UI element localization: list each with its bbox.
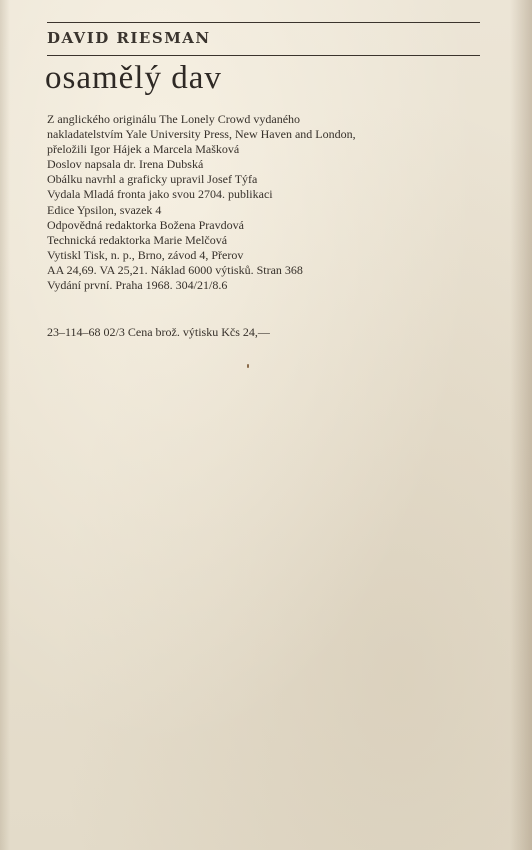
imprint-line: Vydání první. Praha 1968. 304/21/8.6 <box>47 278 228 293</box>
title-rule <box>47 55 480 56</box>
imprint-line: Z anglického originálu The Lonely Crowd vydaného <box>47 112 301 126</box>
imprint-line: přeložili Igor Hájek a Marcela Mašková <box>47 142 240 157</box>
top-rule <box>47 22 480 23</box>
imprint-line: Odpovědná redaktorka Božena Pravdová <box>47 217 244 232</box>
imprint-line: Vytiskl Tisk, n. p., Brno, závod 4, Přerov <box>47 247 244 262</box>
imprint-line: Technická redaktorka Marie Melčová <box>47 232 228 247</box>
paper-speck <box>247 364 249 368</box>
imprint-line: Doslov napsala dr. Irena Dubská <box>47 157 204 172</box>
imprint-block <box>47 112 487 293</box>
imprint-line: AA 24,69. VA 25,21. Náklad 6000 výtisků. Stran 368 <box>47 262 303 277</box>
book-title: osamělý dav <box>45 60 222 96</box>
imprint-line: Obálku navrhl a graficky upravil Josef Týfa <box>47 172 258 187</box>
author-name: DAVID RIESMAN <box>47 29 211 47</box>
imprint-line: nakladatelstvím Yale University Press, New Haven and London, <box>47 127 356 142</box>
price-line: 23–114–68 02/3 Cena brož. výtisku Kčs 24,— <box>47 325 270 339</box>
imprint-line: Edice Ypsilon, svazek 4 <box>47 202 162 217</box>
imprint-line: Vydala Mladá fronta jako svou 2704. publikaci <box>47 187 273 202</box>
